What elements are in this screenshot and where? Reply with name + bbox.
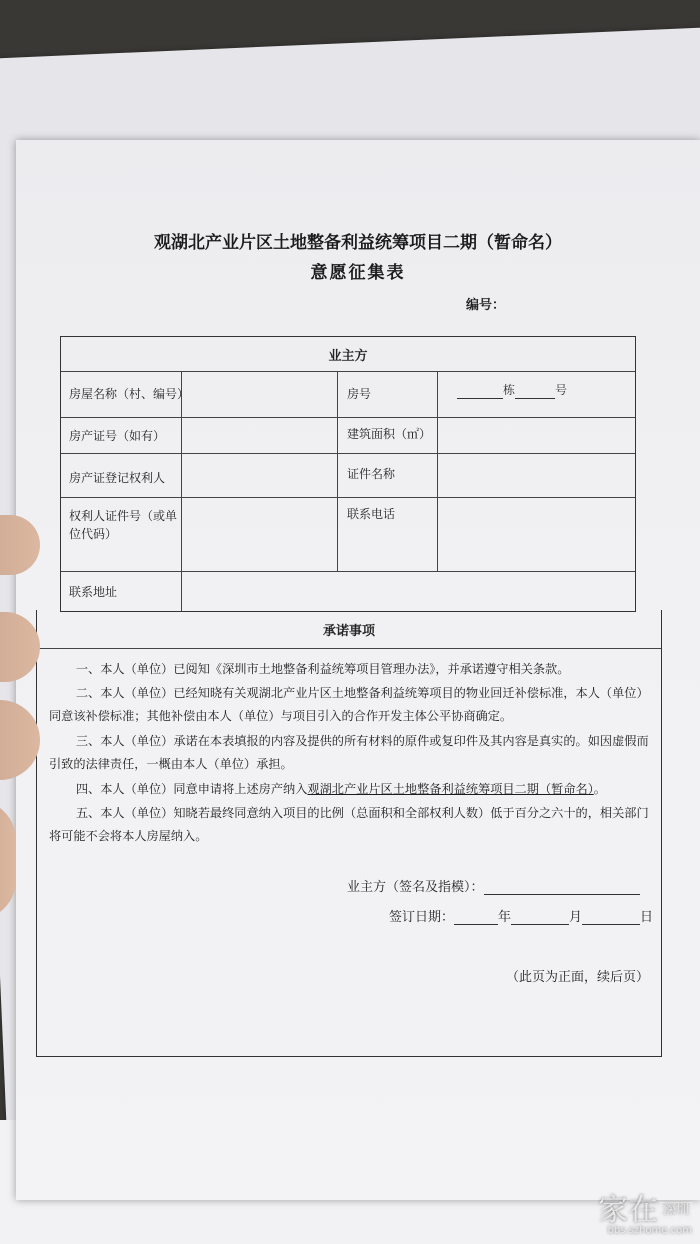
watermark-url: bbs.szhome.com	[607, 1225, 692, 1236]
property-cert-label: 房产证号（如有）	[69, 429, 166, 443]
project-name-underlined: 观湖北产业片区土地整备利益统筹项目二期（暂命名）	[307, 782, 594, 796]
id-type-label: 证件名称	[347, 467, 396, 481]
registered-owner-label: 房产证登记权利人	[69, 471, 166, 485]
day-field[interactable]	[582, 910, 640, 925]
clause-5: 五、本人（单位）知晓若最终同意纳入项目的比例（总面积和全部权利人数）低于百分之六十的，相关部门将可能不会将本人房屋纳入。	[49, 806, 649, 843]
serial-number-label: 编号：	[466, 298, 506, 313]
signature-row: 业主方（签名及指模）：	[347, 876, 640, 895]
address-label: 联系地址	[69, 585, 118, 599]
promise-heading: 承诺事项	[322, 624, 375, 639]
clause-4: 四、本人（单位）同意申请将上述房产纳入观湖北产业片区土地整备利益统筹项目二期（暂命名）。	[75, 782, 606, 796]
page-footnote: （此页为正面，续后页）	[505, 970, 649, 985]
watermark-badge: 深圳	[660, 1202, 692, 1219]
clause-2: 二、本人（单位）已经知晓有关观湖北产业片区土地整备利益统筹项目的物业回迁补偿标准，本人（单位）同意该补偿标准；其他补偿由本人（单位）与项目引入的合作开发主体公平协商确定。	[49, 686, 649, 723]
floor-area-label: 建筑面积（㎡）	[347, 427, 432, 441]
watermark	[598, 1185, 692, 1236]
form-sheet	[16, 140, 700, 1200]
date-row: 签订日期： 年 月 日	[389, 910, 654, 925]
room-number-field[interactable]: 栋 号	[457, 381, 567, 399]
clause-3: 三、本人（单位）承诺在本表填报的内容及提供的所有材料的原件或复印件及其内容是真实的。如因虚假而引致的法律责任，一概由本人（单位）承担。	[49, 734, 649, 771]
owner-section-heading: 业主方	[328, 349, 368, 364]
watermark-main: 家在	[597, 1193, 658, 1228]
clause-1: 一、本人（单位）已阅知《深圳市土地整备利益统筹项目管理办法》，并承诺遵守相关条款。	[75, 662, 570, 676]
promise-section	[36, 610, 662, 1057]
form-title: 观湖北产业片区土地整备利益统筹项目二期（暂命名）	[154, 233, 562, 253]
year-field[interactable]	[454, 910, 498, 925]
owner-id-label: 权利人证件号（或单位代码）	[69, 509, 178, 541]
form-subtitle: 意愿征集表	[310, 263, 406, 283]
phone-label: 联系电话	[347, 507, 396, 521]
room-number-label: 房号	[347, 387, 372, 401]
month-field[interactable]	[511, 910, 569, 925]
house-name-label: 房屋名称（村、编号）	[69, 387, 190, 401]
signature-field[interactable]	[484, 880, 640, 895]
owner-table	[60, 336, 636, 612]
